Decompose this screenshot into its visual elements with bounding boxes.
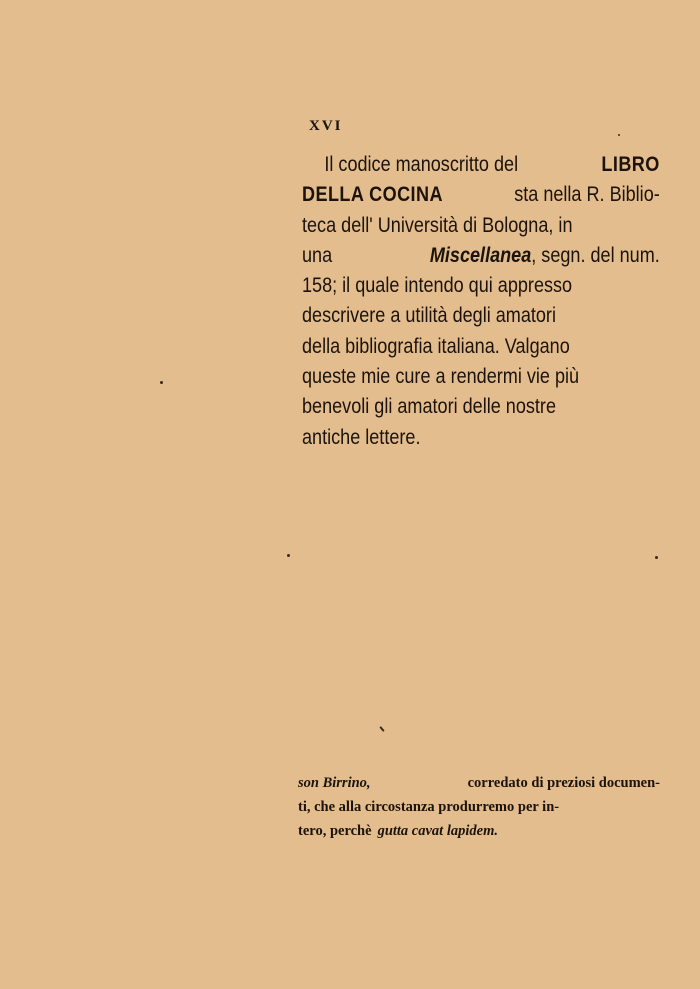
text-segment: Il codice manoscritto del — [324, 153, 519, 176]
text-line — [302, 241, 660, 271]
footnote-line — [298, 795, 660, 819]
body-paragraph — [302, 150, 660, 453]
footnote-text: tero, perchè — [298, 823, 372, 839]
text-line — [302, 271, 660, 301]
italic-term: Miscellanea — [429, 243, 532, 267]
footnote-line — [298, 771, 660, 795]
text-line — [302, 301, 660, 331]
book-title-part: DELLA COCINA — [302, 183, 443, 207]
footnote-line — [298, 819, 660, 843]
text-line — [302, 362, 660, 392]
text-segment: 158; il quale intendo qui appresso — [302, 274, 573, 298]
paper-speck — [655, 556, 658, 559]
footnote-text: corredato di preziosi documen- — [467, 775, 660, 791]
text-segment: una — [302, 243, 333, 267]
paper-speck — [379, 726, 384, 732]
paper-speck — [287, 554, 290, 557]
text-line — [302, 332, 660, 362]
text-segment: benevoli gli amatori delle nostre — [302, 395, 556, 419]
footnote-italic: gutta cavat lapidem. — [377, 823, 498, 839]
text-segment: queste mie cure a rendermi vie più — [302, 365, 580, 389]
text-segment: teca dell' Università di Bologna, in — [302, 213, 573, 237]
footnote — [298, 771, 660, 843]
text-line — [302, 150, 660, 180]
book-title-part: LIBRO — [601, 153, 660, 176]
text-segment: descrivere a utilità degli amatori — [302, 304, 556, 328]
text-line — [302, 180, 660, 210]
text-line — [302, 423, 660, 453]
text-line — [302, 211, 660, 241]
paper-speck — [160, 381, 163, 384]
footnote-text: ti, che alla circostanza produrremo per in- — [298, 799, 560, 815]
text-segment: , segn. del num. — [531, 243, 660, 267]
page-number: XVI — [309, 118, 343, 134]
footnote-italic: son Birrino, — [298, 775, 371, 791]
paper-speck — [618, 134, 620, 136]
text-line — [302, 392, 660, 422]
text-segment: della bibliografia italiana. Valgano — [302, 334, 570, 358]
text-segment: antiche lettere. — [302, 425, 421, 449]
text-segment: sta nella R. Biblio- — [514, 183, 660, 207]
